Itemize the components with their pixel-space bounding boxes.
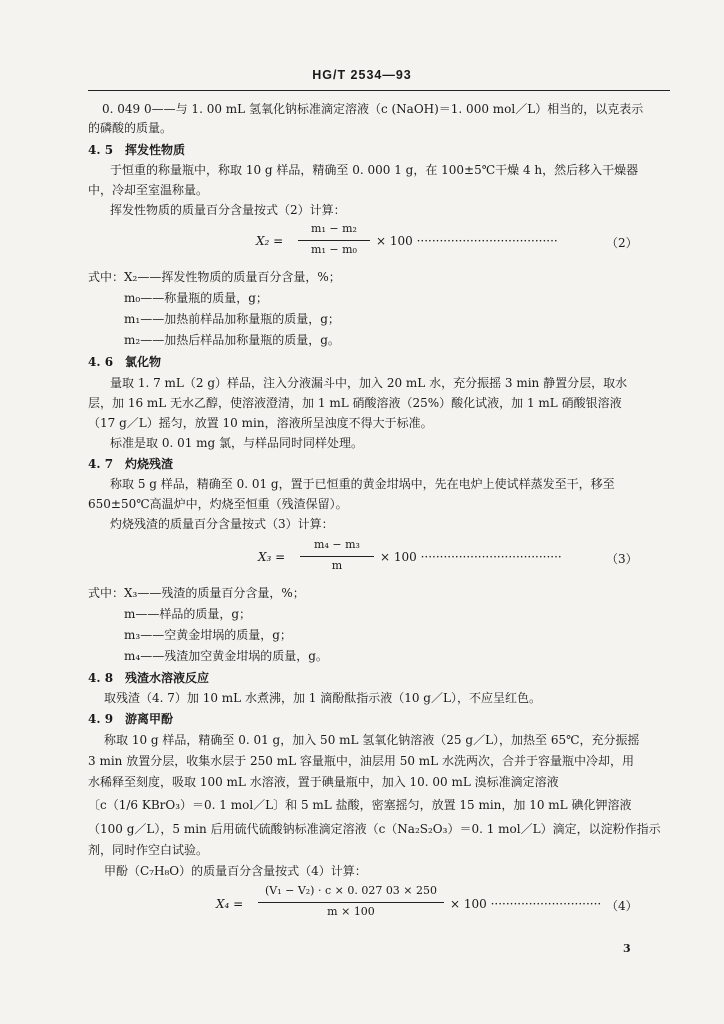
section-heading-4-5: 4. 5 挥发性物质 xyxy=(88,143,186,157)
text-line: 650±50℃高温炉中，灼烧至恒重（残渣保留）。 xyxy=(88,497,348,511)
section-heading-4-7: 4. 7 灼烧残渣 xyxy=(88,457,174,471)
text-line: 挥发性物质的质量百分含量按式（2）计算： xyxy=(110,203,346,217)
text-line: 的磷酸的质量。 xyxy=(88,121,173,135)
text-line: （17 g／L）摇匀，放置 10 min，溶液所呈浊度不得大于标准。 xyxy=(88,416,433,430)
text-line: 标准是取 0. 01 mg 氯，与样品同时同样处理。 xyxy=(110,436,364,450)
equation-number: （2） xyxy=(606,236,638,250)
text-line: 甲酚（C₇H₈O）的质量百分含量按式（4）计算： xyxy=(104,864,367,878)
formula-denominator: m xyxy=(331,559,343,572)
text-line: 灼烧残渣的质量百分含量按式（3）计算： xyxy=(110,517,334,531)
formula-lhs: X₂ = xyxy=(256,234,284,248)
formula-tail: × 100 ····························· xyxy=(450,897,602,911)
where-line: m₄——残渣加空黄金坩埚的质量，g。 xyxy=(124,649,328,663)
text-line: 层，加 16 mL 无水乙醇，使溶液澄清，加 1 mL 硝酸溶液（25%）酸化试液，加 1 mL 硝酸银溶液 xyxy=(88,396,622,410)
text-line: （100 g／L），5 min 后用硫代硫酸钠标准滴定溶液（c（Na₂S₂O₃）＝0. 1 mol／L）滴定，以淀粉作指示 xyxy=(88,822,661,836)
formula-denominator: m₁ − m₀ xyxy=(311,243,357,256)
text-line: 量取 1. 7 mL（2 g）样品，注入分液漏斗中，加入 20 mL 水，充分振摇 3 min 静置分层，取水 xyxy=(110,376,628,390)
fraction-bar xyxy=(258,902,444,903)
text-line: 3 min 放置分层，收集水层于 250 mL 容量瓶中，油层用 50 mL 水洗两次，合并于容量瓶中冷却，用 xyxy=(88,754,634,768)
formula-lhs: X₄ = xyxy=(216,897,244,911)
equation-number: （3） xyxy=(606,552,638,566)
formula-tail: × 100 ····································· xyxy=(376,234,558,248)
where-line: m₀——称量瓶的质量，g； xyxy=(124,291,268,305)
page-number: 3 xyxy=(623,942,631,955)
where-line: m——样品的质量，g； xyxy=(124,607,252,621)
text-line: 0. 049 0——与 1. 00 mL 氢氧化钠标准滴定溶液（c (NaOH)＝1. 000 mol／L）相当的，以克表示 xyxy=(102,102,644,116)
text-line: 水稀释至刻度，吸取 100 mL 水溶液，置于碘量瓶中，加入 10. 00 mL 溴标准滴定溶液 xyxy=(88,775,559,789)
formula-numerator: m₄ − m₃ xyxy=(314,538,360,551)
where-line: m₂——加热后样品加称量瓶的质量，g。 xyxy=(124,333,340,347)
text-line: 取残渣（4. 7）加 10 mL 水煮沸，加 1 滴酚酞指示液（10 g／L），不应呈红色。 xyxy=(104,691,541,705)
text-line: 中，冷却至室温称量。 xyxy=(88,183,209,197)
formula-tail: × 100 ····································· xyxy=(380,550,562,564)
equation-number: （4） xyxy=(606,899,638,913)
text-line: 称取 5 g 样品，精确至 0. 01 g，置于已恒重的黄金坩埚中，先在电炉上使试样蒸发至干，移至 xyxy=(110,477,615,491)
fraction-bar xyxy=(300,556,374,557)
section-heading-4-9: 4. 9 游离甲酚 xyxy=(88,712,174,726)
text-line: 〔c（1/6 KBrO₃）＝0. 1 mol／L〕和 5 mL 盐酸，密塞摇匀，放置 15 min，加 10 mL 碘化钾溶液 xyxy=(88,798,632,812)
standard-header: HG/T 2534—93 xyxy=(312,68,412,82)
where-line: 式中：X₂——挥发性物质的质量百分含量，%； xyxy=(88,270,341,284)
formula-numerator: (V₁ − V₂) · c × 0. 027 03 × 250 xyxy=(264,884,438,897)
text-line: 于恒重的称量瓶中，称取 10 g 样品，精确至 0. 000 1 g，在 100±5℃干燥 4 h，然后移入干燥器 xyxy=(110,163,639,177)
text-line: 称取 10 g 样品，精确至 0. 01 g，加入 50 mL 氢氧化钠溶液（25 g／L），加热至 65℃，充分振摇 xyxy=(104,733,640,747)
section-heading-4-6: 4. 6 氯化物 xyxy=(88,355,162,369)
where-line: m₃——空黄金坩埚的质量，g； xyxy=(124,628,292,642)
fraction-bar xyxy=(298,240,370,241)
header-rule xyxy=(88,90,670,91)
section-heading-4-8: 4. 8 残渣水溶液反应 xyxy=(88,671,210,685)
formula-numerator: m₁ − m₂ xyxy=(311,222,357,235)
where-line: m₁——加热前样品加称量瓶的质量，g； xyxy=(124,312,340,326)
formula-lhs: X₃ = xyxy=(258,550,286,564)
formula-denominator: m × 100 xyxy=(327,905,375,918)
where-line: 式中：X₃——残渣的质量百分含量，%； xyxy=(88,586,305,600)
text-line: 剂，同时作空白试验。 xyxy=(88,843,209,857)
